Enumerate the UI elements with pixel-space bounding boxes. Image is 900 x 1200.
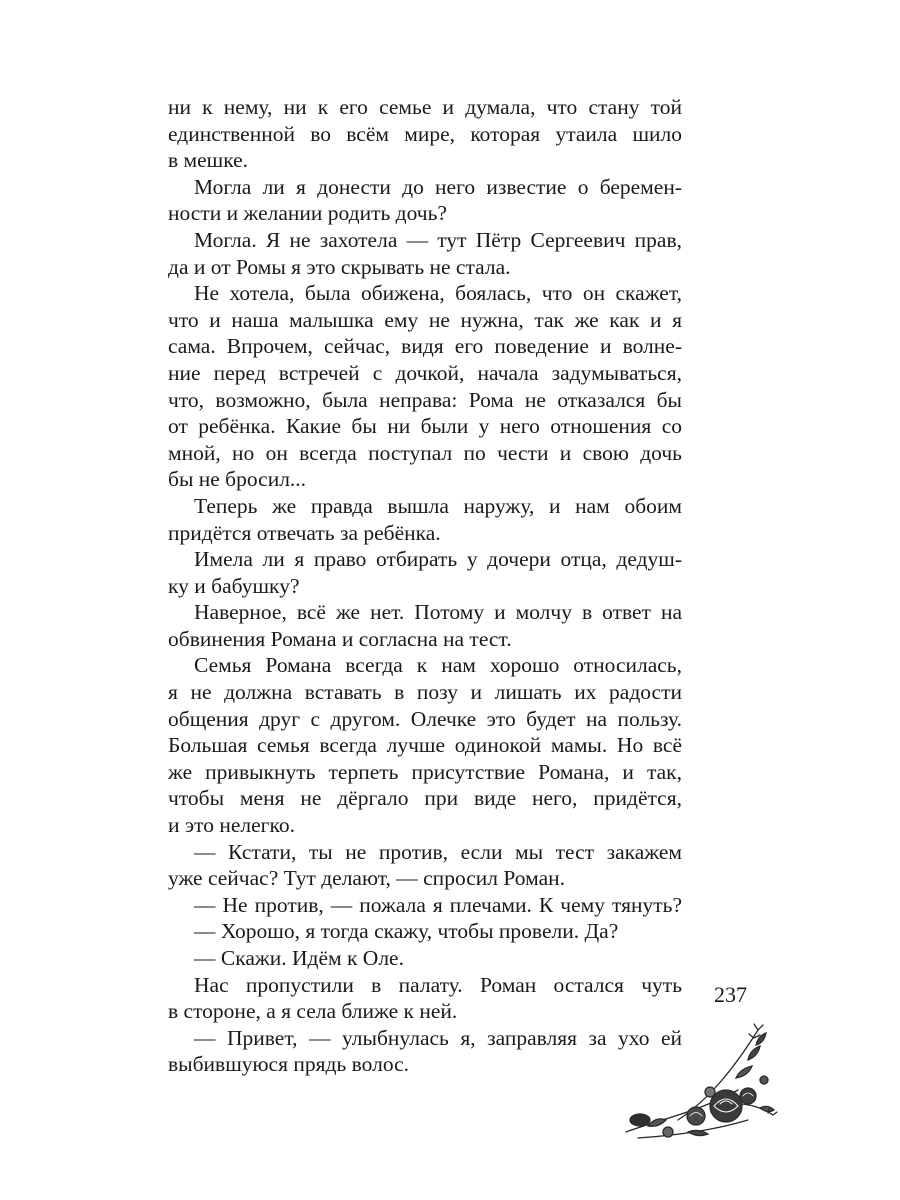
text-line: ности и желании родить дочь?	[168, 201, 447, 226]
text-line: сама. Впрочем, сейчас, видя его поведение и волне-	[168, 334, 682, 359]
text-line: же привыкнуть терпеть присутствие Романа, и так,	[168, 759, 682, 784]
text-line: Могла. Я не захотела — тут Пётр Сергеевич прав,	[194, 227, 682, 252]
text-line: Наверное, всё же нет. Потому и молчу в ответ на	[194, 600, 682, 625]
text-line: — Скажи. Идём к Оле.	[194, 946, 404, 970]
text-line: Имела ли я право отбирать у дочери отца, дедуш-	[194, 547, 682, 572]
text-line: обвинения Романа и согласна на тест.	[168, 626, 512, 651]
text-line: Семья Романа всегда к нам хорошо относилась,	[194, 653, 682, 678]
page-number: 237	[714, 982, 747, 1007]
floral-ornament-icon	[618, 1020, 778, 1150]
text-line: Большая семья всегда лучше одинокой мамы. Но всё	[168, 733, 682, 758]
text-line: — Не против, — пожала я плечами. К чему тянуть?	[194, 892, 682, 917]
text-line: единственной во всём мире, которая утаила шило	[168, 121, 682, 146]
text-line: да и от Ромы я это скрывать не стала.	[168, 254, 511, 279]
text-line: выбившуюся прядь волос.	[168, 1052, 410, 1077]
text-line: — Кстати, ты не против, если мы тест закажем	[194, 839, 682, 864]
text-line: мной, но он всегда поступал по чести и свою дочь	[168, 440, 682, 465]
text-line: ку и бабушку?	[168, 573, 300, 598]
body-text	[168, 94, 682, 1078]
text-line: ни к нему, ни к его семье и думала, что стану той	[168, 95, 682, 119]
text-line: придётся отвечать за ребёнка.	[168, 520, 441, 545]
text-line: в стороне, а я села ближе к ней.	[168, 999, 458, 1024]
text-line: — Хорошо, я тогда скажу, чтобы провели. Да?	[194, 919, 619, 944]
text-line: Нас пропустили в палату. Роман остался чуть	[194, 972, 682, 997]
text-line: я не должна вставать в позу и лишать их радости	[168, 680, 682, 705]
text-line: Не хотела, была обижена, боялась, что он скажет,	[194, 281, 682, 306]
text-line: что, возможно, была неправа: Рома не отказался бы	[168, 387, 682, 412]
text-line: ние перед встречей с дочкой, начала задумываться,	[168, 360, 682, 385]
text-line: от ребёнка. Какие бы ни были у него отношения со	[168, 414, 682, 439]
text-line: в мешке.	[168, 148, 249, 173]
text-line: что и наша малышка ему не нужна, так же как и я	[168, 307, 682, 332]
text-line: чтобы меня не дёргало при виде него, придётся,	[168, 786, 682, 811]
text-line: уже сейчас? Тут делают, — спросил Роман.	[168, 866, 566, 891]
text-line: и это нелегко.	[168, 813, 295, 838]
text-line: — Привет, — улыбнулась я, заправляя за ухо ей	[194, 1025, 682, 1050]
text-line: Могла ли я донести до него известие о беремен-	[194, 174, 682, 199]
text-line: общения друг с другом. Олечке это будет на пользу.	[168, 706, 682, 731]
text-line: Теперь же правда вышла наружу, и нам обоим	[194, 493, 682, 518]
text-line: бы не бросил...	[168, 467, 307, 492]
